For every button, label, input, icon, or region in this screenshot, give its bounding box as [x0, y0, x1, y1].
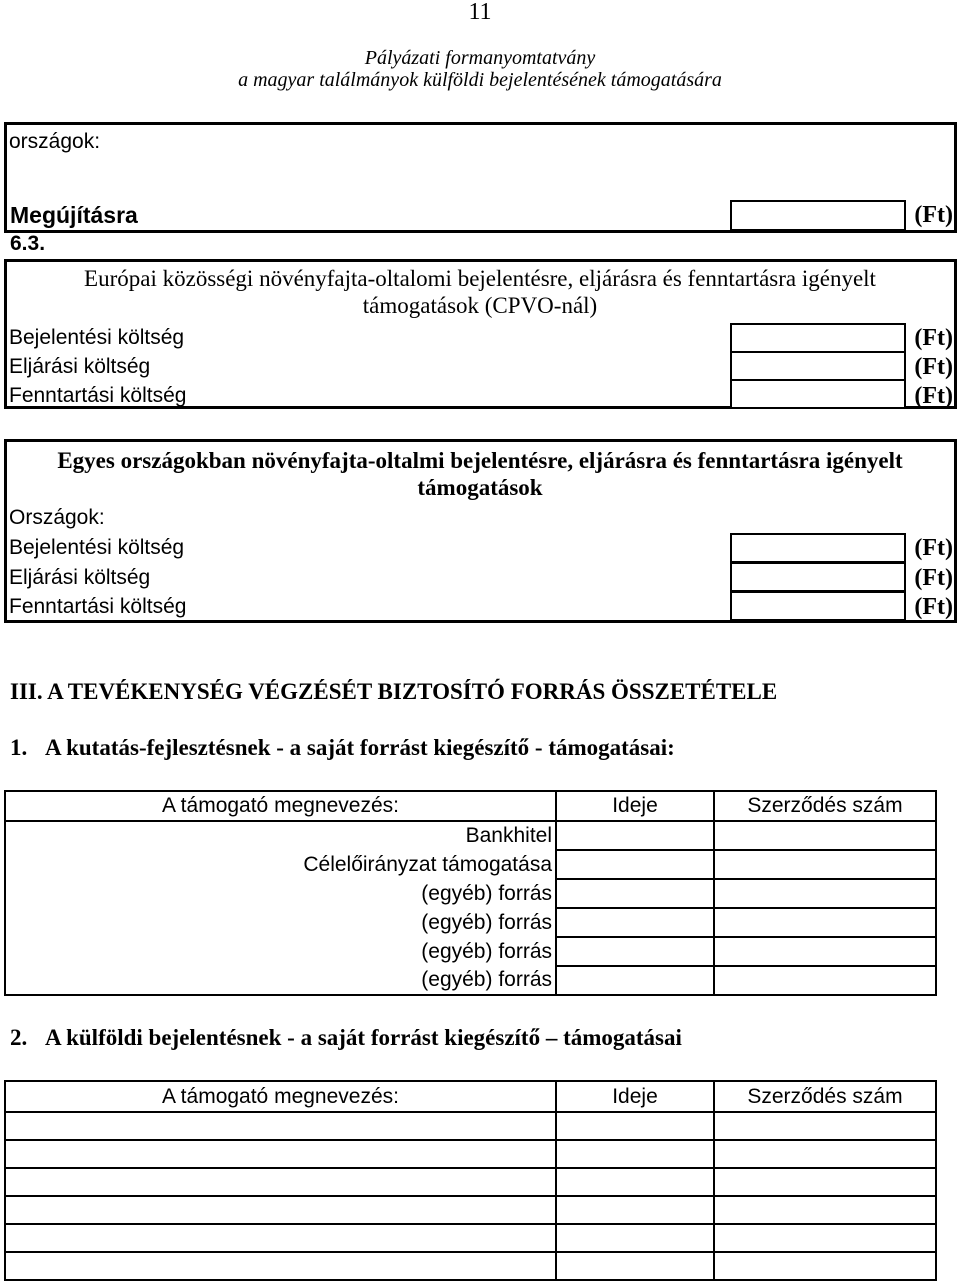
supporter-name-cell[interactable]	[5, 1168, 556, 1196]
supporter-name-cell: (egyéb) forrás	[5, 908, 556, 937]
contract-number-cell[interactable]	[714, 1168, 936, 1196]
supporter-name-cell: Célelőirányzat támogatása	[5, 850, 556, 879]
section-iii-title: III. A TEVÉKENYSÉG VÉGZÉSÉT BIZTOSÍTÓ FORRÁS ÖSSZETÉTELE	[10, 679, 778, 704]
page-number: 11	[468, 0, 492, 25]
foreign-support-number: 2.	[10, 1025, 28, 1050]
date-cell[interactable]	[556, 1112, 714, 1140]
table-row	[5, 1252, 936, 1280]
national-maintenance-cost-label: Fenntartási költség	[9, 595, 187, 618]
table-row	[5, 937, 936, 966]
contract-number-cell[interactable]	[714, 821, 936, 850]
cpvo-heading-line1: Európai közösségi növényfajta-oltalomi bejelentésre, eljárásra és fenntartásra igényelt	[84, 266, 876, 291]
national-procedure-cost-input[interactable]	[730, 562, 906, 592]
table-row	[5, 1140, 936, 1168]
header-supporter-name: A támogató megnevezés:	[5, 1081, 556, 1112]
header-contract-number: Szerződés szám	[714, 791, 936, 821]
national-heading-line2: támogatások	[417, 475, 543, 500]
table-row	[5, 879, 936, 908]
date-cell[interactable]	[556, 1140, 714, 1168]
table-header-row	[5, 791, 936, 821]
contract-number-cell[interactable]	[714, 908, 936, 937]
contract-number-cell[interactable]	[714, 1196, 936, 1224]
national-heading-line1: Egyes országokban növényfajta-oltalmi bejelentésre, eljárásra és fenntartásra igényelt	[57, 448, 903, 473]
contract-number-cell[interactable]	[714, 1140, 936, 1168]
supporter-name-cell: (egyéb) forrás	[5, 937, 556, 966]
date-cell[interactable]	[556, 966, 714, 995]
table-row	[5, 1112, 936, 1140]
foreign-support-table	[4, 1080, 937, 1281]
header-contract-number: Szerződés szám	[714, 1081, 936, 1112]
header-date: Ideje	[556, 1081, 714, 1112]
table-row	[5, 1168, 936, 1196]
national-countries-label: Országok:	[9, 506, 105, 529]
header-date: Ideje	[556, 791, 714, 821]
countries-label: országok:	[9, 130, 101, 153]
section-number-6-3: 6.3.	[10, 232, 46, 255]
contract-number-cell[interactable]	[714, 1112, 936, 1140]
supporter-name-cell[interactable]	[5, 1224, 556, 1252]
cpvo-heading-line2: támogatások (CPVO-nál)	[362, 293, 598, 318]
header-supporter-name: A támogató megnevezés:	[5, 791, 556, 821]
cpvo-procedure-cost-label: Eljárási költség	[9, 355, 151, 378]
cpvo-procedure-cost-input[interactable]	[730, 351, 906, 381]
contract-number-cell[interactable]	[714, 1252, 936, 1280]
national-maintenance-cost-input[interactable]	[730, 591, 906, 621]
national-procedure-cost-unit: (Ft)	[914, 565, 953, 591]
date-cell[interactable]	[556, 879, 714, 908]
date-cell[interactable]	[556, 850, 714, 879]
table-row	[5, 821, 936, 850]
supporter-name-cell: Bankhitel	[5, 821, 556, 850]
table-header-row	[5, 1081, 936, 1112]
cpvo-maintenance-cost-unit: (Ft)	[914, 383, 953, 409]
cpvo-filing-cost-label: Bejelentési költség	[9, 326, 185, 349]
date-cell[interactable]	[556, 821, 714, 850]
table-row	[5, 850, 936, 879]
rd-support-title: A kutatás-fejlesztésnek - a saját forrást kiegészítő - támogatásai:	[45, 735, 675, 760]
supporter-name-cell[interactable]	[5, 1140, 556, 1168]
national-maintenance-cost-unit: (Ft)	[914, 594, 953, 620]
date-cell[interactable]	[556, 1196, 714, 1224]
cpvo-maintenance-cost-label: Fenntartási költség	[9, 384, 187, 407]
supporter-name-cell[interactable]	[5, 1196, 556, 1224]
supporter-name-cell: (egyéb) forrás	[5, 966, 556, 995]
header-title: Pályázati formanyomtatvány	[364, 47, 596, 69]
renewal-unit: (Ft)	[914, 202, 953, 228]
rd-support-table	[4, 790, 937, 996]
national-procedure-cost-label: Eljárási költség	[9, 566, 151, 589]
supporter-name-cell[interactable]	[5, 1112, 556, 1140]
foreign-support-title: A külföldi bejelentésnek - a saját forrást kiegészítő – támogatásai	[45, 1025, 682, 1050]
cpvo-maintenance-cost-input[interactable]	[730, 379, 906, 409]
contract-number-cell[interactable]	[714, 1224, 936, 1252]
contract-number-cell[interactable]	[714, 879, 936, 908]
renewal-amount-input[interactable]	[730, 200, 906, 231]
table-row	[5, 1196, 936, 1224]
national-filing-cost-input[interactable]	[730, 533, 906, 563]
supporter-name-cell[interactable]	[5, 1252, 556, 1280]
rd-support-number: 1.	[10, 735, 28, 760]
table-row	[5, 966, 936, 995]
date-cell[interactable]	[556, 937, 714, 966]
contract-number-cell[interactable]	[714, 850, 936, 879]
renewal-label: Megújításra	[10, 202, 138, 228]
table-row	[5, 908, 936, 937]
date-cell[interactable]	[556, 1224, 714, 1252]
date-cell[interactable]	[556, 908, 714, 937]
cpvo-filing-cost-input[interactable]	[730, 323, 906, 353]
cpvo-procedure-cost-unit: (Ft)	[914, 354, 953, 380]
table-row	[5, 1224, 936, 1252]
national-filing-cost-label: Bejelentési költség	[9, 536, 185, 559]
supporter-name-cell: (egyéb) forrás	[5, 879, 556, 908]
header-subtitle: a magyar találmányok külföldi bejelentésének támogatására	[238, 69, 722, 91]
date-cell[interactable]	[556, 1252, 714, 1280]
contract-number-cell[interactable]	[714, 937, 936, 966]
cpvo-filing-cost-unit: (Ft)	[914, 325, 953, 351]
date-cell[interactable]	[556, 1168, 714, 1196]
contract-number-cell[interactable]	[714, 966, 936, 995]
national-filing-cost-unit: (Ft)	[914, 535, 953, 561]
